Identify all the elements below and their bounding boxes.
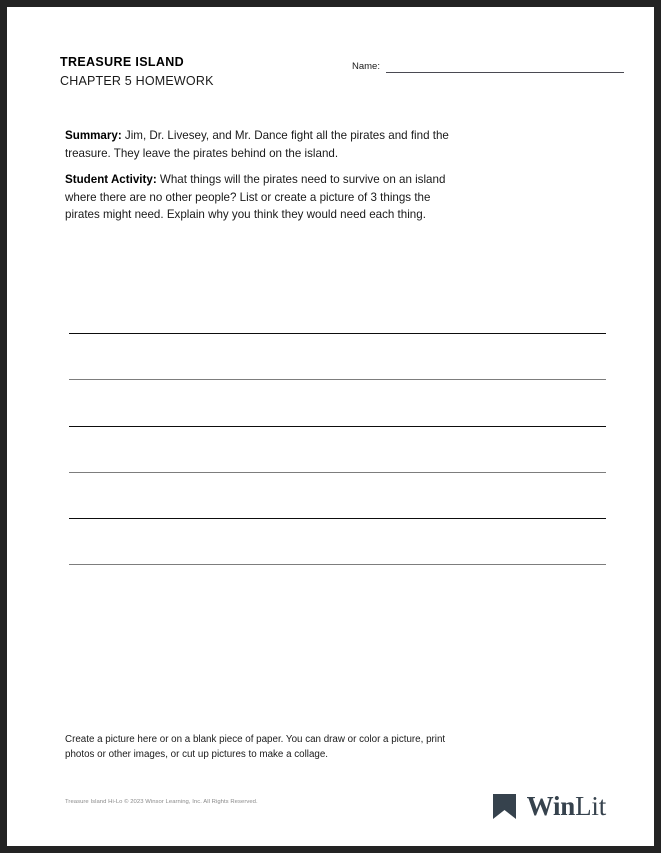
worksheet-sheet	[7, 7, 654, 846]
answer-line[interactable]	[69, 380, 606, 426]
summary-text: Jim, Dr. Livesey, and Mr. Dance fight all the pirates and find the treasure. They leave the pirates behind on the island.	[65, 129, 449, 160]
activity-label: Student Activity:	[65, 173, 157, 186]
summary-paragraph	[65, 127, 457, 162]
answer-line[interactable]	[69, 288, 606, 334]
answer-line[interactable]	[69, 519, 606, 565]
copyright-text: Treasure Island Hi-Lo © 2023 Winsor Learning, Inc. All Rights Reserved.	[65, 799, 258, 805]
activity-text: What things will the pirates need to survive on an island where there are no other people? List or create a picture of 3 things the pirates might need. Explain why you think they would need each thing.	[65, 173, 446, 222]
activity-paragraph	[65, 171, 457, 224]
answer-lines	[69, 288, 606, 565]
worksheet-header	[60, 54, 618, 100]
wordmark-lit: Lit	[575, 790, 606, 821]
answer-line[interactable]	[69, 473, 606, 519]
bookmark-icon	[493, 794, 516, 819]
name-label: Name:	[352, 61, 380, 72]
page-title: TREASURE ISLAND	[60, 55, 185, 69]
title-block	[60, 54, 214, 89]
answer-line[interactable]	[69, 427, 606, 473]
page-subtitle: CHAPTER 5 HOMEWORK	[60, 74, 214, 88]
summary-label: Summary:	[65, 129, 122, 142]
answer-line[interactable]	[69, 334, 606, 380]
wordmark-win: Win	[526, 790, 576, 821]
worksheet-footer	[65, 791, 606, 827]
drawing-instruction-note: Create a picture here or on a blank piece of paper. You can draw or color a picture, print photos or other images, or cut up pictures to make a collage.	[65, 734, 446, 760]
name-input-rule[interactable]	[386, 72, 624, 73]
winlit-logo	[493, 791, 606, 821]
name-field[interactable]	[352, 61, 624, 74]
winlit-wordmark	[526, 790, 606, 821]
